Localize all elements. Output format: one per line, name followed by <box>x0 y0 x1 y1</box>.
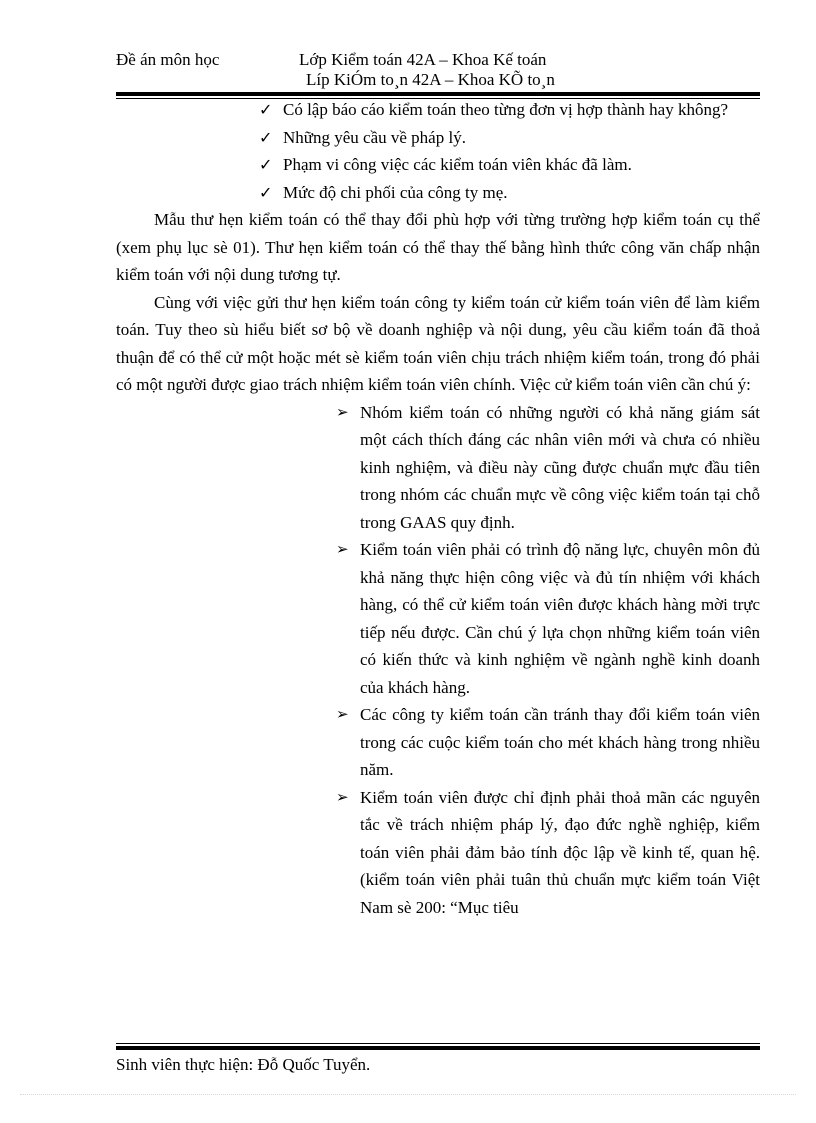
arrow-list <box>116 399 760 922</box>
list-item: ✓ Mức độ chi phối của công ty mẹ. <box>116 179 760 207</box>
header-class-line: Lớp Kiểm toán 42A – Khoa Kế toán <box>299 50 547 69</box>
list-item: ➢ Nhóm kiểm toán có những người có khả năng giám sát một cách thích đáng các nhân viên mới và chưa có nhiều kinh nghiệm, và điều này cũng được chuẩn mực đầu tiên trong nhóm các chuẩn mực về công việc kiểm toán tại chỗ trong GAAS quy định. <box>116 399 760 537</box>
paragraph: Mẫu thư hẹn kiểm toán có thể thay đổi phù hợp với từng trường hợp kiểm toán cụ thể (xem phụ lục sè 01). Thư hẹn kiểm toán có thể thay thế bằng hình thức công văn chấp nhận kiểm toán với nội dung tương tự. <box>116 210 760 284</box>
list-item: ✓ Những yêu cầu về pháp lý. <box>116 124 760 152</box>
checkmark-icon: ✓ <box>259 182 273 202</box>
arrow-bullet-icon: ➢ <box>336 787 349 806</box>
footer-rule-thick <box>116 1046 760 1050</box>
checkmark-icon: ✓ <box>259 155 273 174</box>
document-body <box>116 96 760 921</box>
checkmark-icon: ✓ <box>259 100 273 119</box>
header-class-line-garbled: Líp KiÓm to¸n 42A – Khoa KÕ to¸n <box>306 70 555 89</box>
footer-student: Sinh viên thực hiện: Đỗ Quốc Tuyển. <box>116 1055 371 1074</box>
checkmark-icon: ✓ <box>259 127 273 147</box>
header-class-info <box>299 50 555 90</box>
list-item: ✓ Có lập báo cáo kiểm toán theo từng đơn vị hợp thành hay không? <box>116 96 760 124</box>
footer-rule-thin <box>116 1043 760 1044</box>
list-item: ➢ Các công ty kiểm toán cần tránh thay đổi kiểm toán viên trong các cuộc kiểm toán cho mét khách hàng trong nhiều năm. <box>116 701 760 784</box>
page-bottom-dotted-line <box>20 1094 796 1096</box>
list-item: ✓ Phạm vi công việc các kiểm toán viên khác đã làm. <box>116 151 760 179</box>
arrow-bullet-icon: ➢ <box>336 705 349 723</box>
paragraph: Cùng với việc gửi thư hẹn kiểm toán công ty kiểm toán cử kiểm toán viên để làm kiểm toán. Tuy theo sù hiểu biết sơ bộ về doanh nghiệp và nội dung, yêu cầu kiểm toán đã thoả thuận để có thể cử một hoặc mét sè kiểm toán viên chịu trách nhiệm kiểm toán, trong đó phải có một người được giao trách nhiệm kiểm toán viên chính. Việc cử kiểm toán viên cần chú ý: <box>116 292 760 394</box>
list-item: ➢ Kiểm toán viên phải có trình độ năng lực, chuyên môn đủ khả năng thực hiện công việc và đủ tín nhiệm với khách hàng, có thể cử kiểm toán viên được khách hàng mời trực tiếp nếu được. Cần chú ý lựa chọn những kiểm toán viên có kiến thức và kinh nghiệm về ngành nghề kinh doanh của khách hàng. <box>116 536 760 701</box>
arrow-bullet-icon: ➢ <box>336 402 349 421</box>
check-list <box>116 96 760 206</box>
header-course-title: Đề án môn học <box>116 50 220 69</box>
arrow-bullet-icon: ➢ <box>336 540 349 558</box>
list-item: ➢ Kiểm toán viên được chỉ định phải thoả mãn các nguyên tắc về trách nhiệm pháp lý, đạo đức nghề nghiệp, kiểm toán viên phải đảm bảo tính độc lập về kinh tế, quan hệ. (kiểm toán viên phải tuân thủ chuẩn mực kiểm toán Việt Nam sè 200: “Mục tiêu <box>116 784 760 922</box>
